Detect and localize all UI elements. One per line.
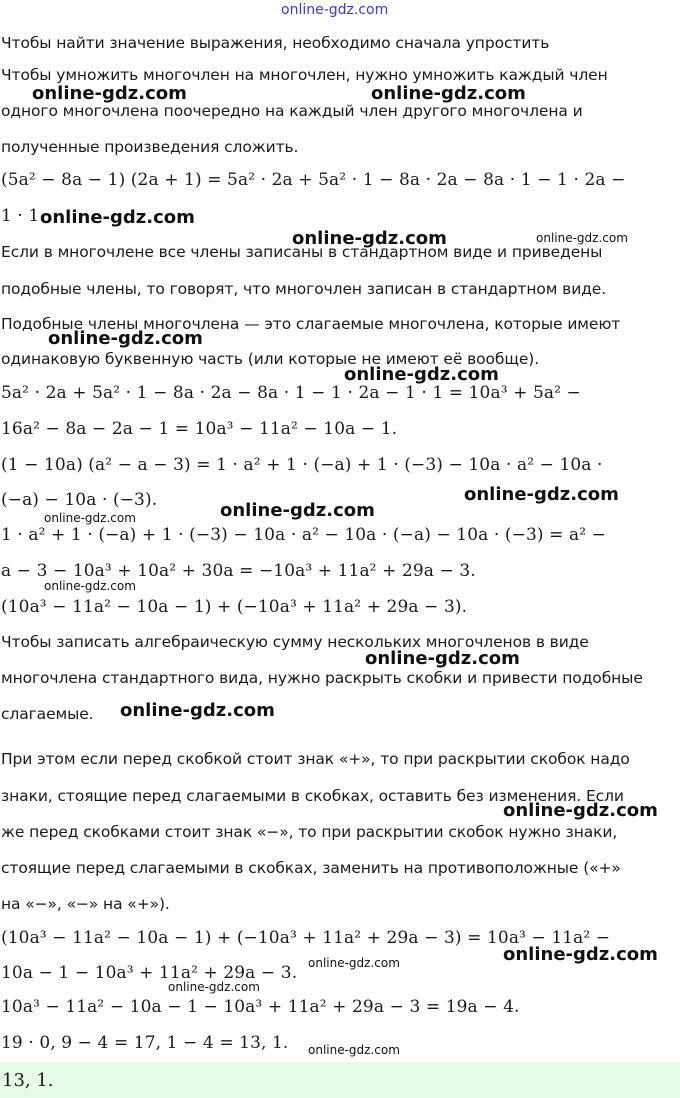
text-line: стоящие перед слагаемыми в скобках, заменить на противоположные («+» [1, 859, 621, 877]
watermark: online-gdz.com [308, 956, 400, 970]
formula-line: 16a² − 8a − 2a − 1 = 10a³ − 11a² − 10a − 1. [1, 419, 398, 439]
text-line: же перед скобками стоит знак «−», то при раскрытии скобок нужно знаки, [1, 823, 618, 841]
watermark: online-gdz.com [292, 228, 447, 249]
formula-line: a − 3 − 10a³ + 10a² + 30a = −10a³ + 11a² + 29a − 3. [1, 561, 476, 581]
formula-line: 1 · 1. [1, 206, 45, 226]
text-line: слагаемые. [1, 705, 94, 723]
text-line: При этом если перед скобкой стоит знак «+», то при раскрытии скобок надо [1, 750, 630, 768]
formula-line: 10a³ − 11a² − 10a − 1 − 10a³ + 11a² + 29a − 3 = 19a − 4. [1, 997, 520, 1017]
watermark: online-gdz.com [464, 484, 619, 505]
formula-line: (−a) − 10a · (−3). [1, 490, 158, 510]
text-line: Если в многочлене все члены записаны в стандартном виде и приведены [1, 243, 603, 261]
watermark: online-gdz.com [308, 1043, 400, 1057]
watermark: online-gdz.com [344, 364, 499, 385]
watermark: online-gdz.com [503, 800, 658, 821]
watermark: online-gdz.com [40, 207, 195, 228]
formula-line: (1 − 10a) (a² − a − 3) = 1 · a² + 1 · (−a) + 1 · (−3) − 10a · a² − 10a · [1, 455, 603, 475]
text-line: многочлена стандартного вида, нужно раскрыть скобки и привести подобные [1, 669, 643, 687]
watermark: online-gdz.com [365, 648, 520, 669]
text-line: на «−», «−» на «+»). [1, 895, 170, 913]
watermark: online-gdz.com [371, 83, 526, 104]
text-line: знаки, стоящие перед слагаемыми в скобках, оставить без изменения. Если [1, 787, 624, 805]
watermark: online-gdz.com [44, 579, 136, 593]
formula-line: (5a² − 8a − 1) (2a + 1) = 5a² · 2a + 5a² · 1 − 8a · 2a − 8a · 1 − 1 · 2a − [1, 170, 626, 190]
text-line: Подобные члены многочлена — это слагаемые многочлена, которые имеют [1, 315, 621, 333]
answer-box [0, 1062, 680, 1098]
formula-line: 1 · a² + 1 · (−a) + 1 · (−3) − 10a · a² − 10a · (−a) − 10a · (−3) = a² − [1, 525, 606, 545]
text-line: Чтобы записать алгебраическую сумму нескольких многочленов в виде [1, 633, 589, 651]
text-line: подобные члены, то говорят, что многочлен записан в стандартном виде. [1, 280, 607, 298]
formula-line: 5a² · 2a + 5a² · 1 − 8a · 2a − 8a · 1 − 1 · 2a − 1 · 1 = 10a³ + 5a² − [1, 383, 581, 403]
watermark: online-gdz.com [32, 83, 187, 104]
watermark: online-gdz.com [168, 980, 260, 994]
watermark: online-gdz.com [220, 500, 375, 521]
formula-line: (10a³ − 11a² − 10a − 1) + (−10a³ + 11a² + 29a − 3) = 10a³ − 11a² − [1, 928, 611, 948]
text-line: одинаковую буквенную часть (или которые не имеют её вообще). [1, 350, 540, 368]
watermark: online-gdz.com [44, 511, 136, 525]
watermark: online-gdz.com [503, 944, 658, 965]
text-line: одного многочлена поочередно на каждый член другого многочлена и [1, 102, 583, 120]
watermark-top: online-gdz.com [281, 2, 389, 18]
formula-line: (10a³ − 11a² − 10a − 1) + (−10a³ + 11a² + 29a − 3). [1, 597, 468, 617]
text-line: полученные произведения сложить. [1, 138, 299, 156]
watermark: online-gdz.com [120, 700, 275, 721]
formula-line: 10a − 1 − 10a³ + 11a² + 29a − 3. [1, 963, 298, 983]
answer-value: 13, 1. [2, 1070, 54, 1091]
formula-line: 19 · 0, 9 − 4 = 17, 1 − 4 = 13, 1. [1, 1033, 289, 1053]
watermark: online-gdz.com [48, 328, 203, 349]
text-line: Чтобы умножить многочлен на многочлен, нужно умножить каждый член [1, 66, 608, 84]
watermark: online-gdz.com [536, 231, 628, 245]
text-line: Чтобы найти значение выражения, необходимо сначала упростить [1, 34, 550, 52]
